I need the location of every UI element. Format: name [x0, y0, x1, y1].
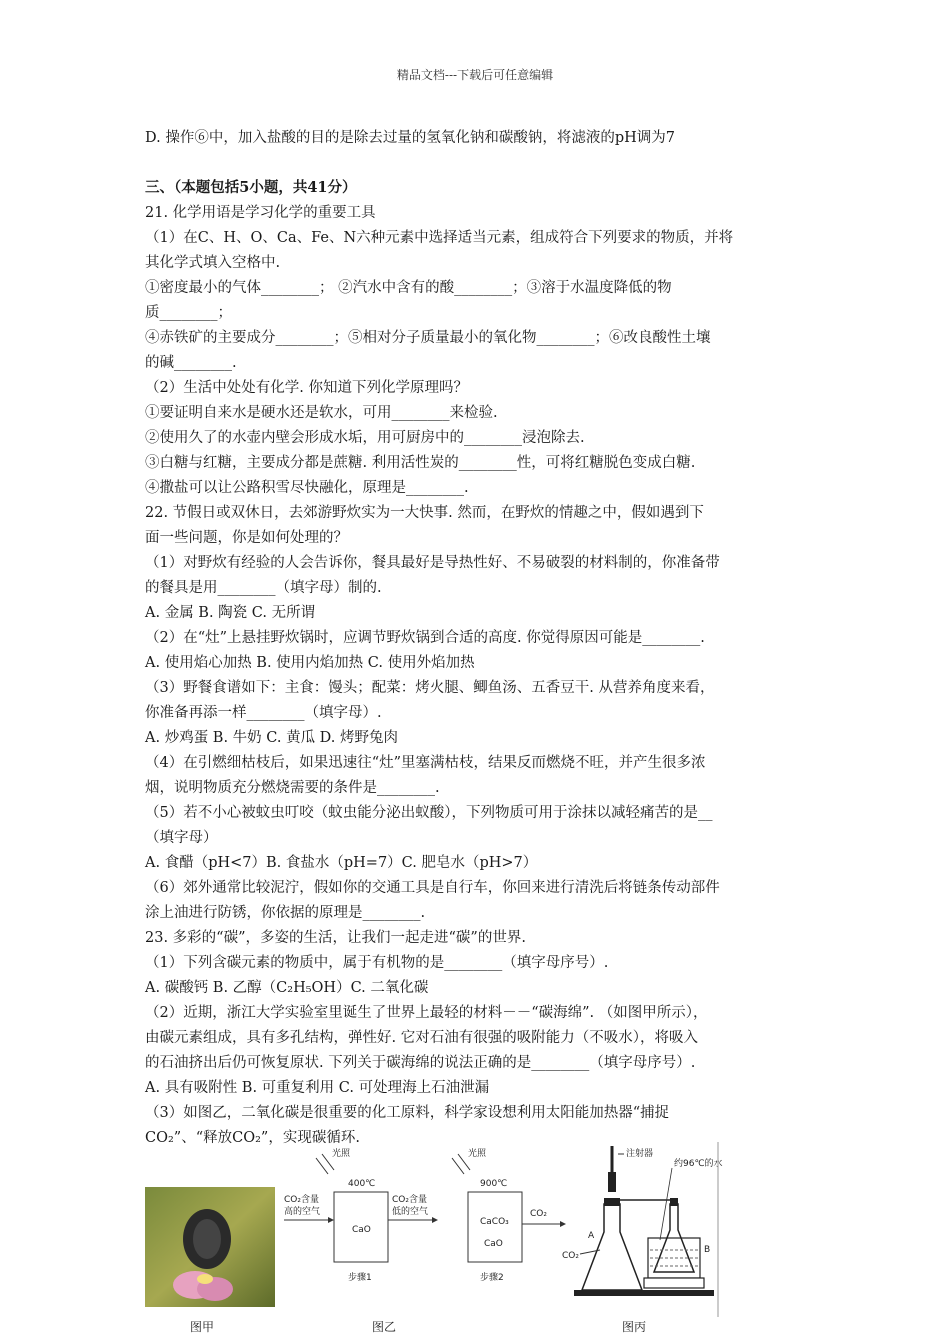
text-line: （6）郊外通常比较泥泞，假如你的交通工具是自行车，你回来进行清洗后将链条传动部件 [145, 880, 720, 896]
text-line: A. 炒鸡蛋 B. 牛奶 C. 黄瓜 D. 烤野兔肉 [145, 730, 399, 746]
text-line: ④赤铁矿的主要成分________；⑤相对分子质量最小的氧化物________；⑥改良酸性土壤 [145, 330, 711, 346]
cao-box2-label: CaO [484, 1239, 503, 1249]
text-line: A. 金属 B. 陶瓷 C. 无所谓 [145, 605, 316, 621]
text-line: （1）对野炊有经验的人会告诉你，餐具最好是导热性好、不易破裂的材料制的，你准备带 [145, 555, 720, 571]
text-line: （填字母） [145, 830, 218, 846]
figure-row [140, 1142, 730, 1342]
caco3-box-label: CaCO₃ [480, 1217, 509, 1227]
text-line: 23. 多彩的“碳”，多姿的生活，让我们一起走进“碳”的世界. [145, 930, 526, 946]
text-line: ②使用久了的水壶内壁会形成水垢，用可厨房中的________浸泡除去. [145, 430, 585, 446]
text-line: （5）若不小心被蚊虫叮咬（蚊虫能分泌出蚁酸），下列物质可用于涂抹以减轻痛苦的是__ [145, 805, 713, 821]
light-label-1: 光照 [332, 1149, 351, 1159]
text-line: ①密度最小的气体________； ②汽水中含有的酸________；③溶于水温度降低的物 [145, 280, 672, 296]
text-line: （2）在“灶”上悬挂野炊锅时，应调节野炊锅到合适的高度. 你觉得原因可能是________. [145, 630, 705, 646]
text-line: 由碳元素组成，具有多孔结构，弹性好. 它对石油有很强的吸附能力（不吸水），将吸入 [145, 1030, 698, 1046]
page-header: 精品文档---下载后可任意编辑 [396, 68, 554, 82]
text-line: （4）在引燃细枯枝后，如果迅速往“灶”里塞满枯枝，结果反而燃烧不旺，并产生很多浓 [145, 755, 706, 771]
text-line: 你准备再添一样________（填字母）. [145, 705, 382, 721]
text-line: A. 使用焰心加热 B. 使用内焰加热 C. 使用外焰加热 [145, 655, 475, 671]
co2-out-label: CO₂ [530, 1209, 547, 1219]
text-line: 的石油挤出后仍可恢复原状. 下列关于碳海绵的说法正确的是________（填字母序号）. [145, 1055, 696, 1071]
carbon-capture-diagram [282, 1142, 572, 1317]
text-line: A. 具有吸附性 B. 可重复利用 C. 可处理海上石油泄漏 [145, 1080, 490, 1096]
air-out-label-1: CO₂含量 [392, 1195, 427, 1205]
co2-inlet-label: CO₂ [562, 1251, 579, 1261]
carbon-sponge-photo [145, 1187, 275, 1307]
light-label-2: 光照 [468, 1149, 487, 1159]
text-line: 其化学式填入空格中. [145, 255, 281, 271]
temp-label-1: 400℃ [348, 1179, 376, 1189]
air-in-label-1: CO₂含量 [284, 1195, 319, 1205]
text-line: （1）在C、H、O、Ca、Fe、N六种元素中选择适当元素，组成符合下列要求的物质，并将 [145, 230, 734, 246]
figure-a-label: 图甲 [190, 1320, 215, 1334]
text-line: ④撒盐可以让公路积雪尽快融化，原理是________. [145, 480, 469, 496]
text-line: 涂上油进行防锈，你依据的原理是________. [145, 905, 426, 921]
text-line: （2）生活中处处有化学. 你知道下列化学原理吗？ [145, 380, 468, 396]
text-line: （2）近期，浙江大学实验室里诞生了世界上最轻的材料－－“碳海绵”. （如图甲所示）， [145, 1005, 708, 1021]
text-line: 质________； [145, 305, 232, 321]
text-line: （1）下列含碳元素的物质中，属于有机物的是________（填字母序号）. [145, 955, 609, 971]
step2-label: 步骤2 [480, 1273, 504, 1283]
text-line: ③白糖与红糖，主要成分都是蔗糖. 利用活性炭的________性，可将红糖脱色变成白糖. [145, 455, 696, 471]
text-line: （3）如图乙，二氧化碳是很重要的化工原料，科学家设想利用太阳能加热器“捕捉 [145, 1105, 670, 1121]
air-in-label-2: 高的空气 [284, 1207, 321, 1217]
text-line: 面一些问题，你是如何处理的？ [145, 530, 348, 546]
text-line: A. 碳酸钙 B. 乙醇（C₂H₅OH）C. 二氧化碳 [145, 980, 429, 996]
cao-box-label: CaO [352, 1225, 371, 1235]
water-label: 约96℃的水 [674, 1159, 723, 1169]
text-line: ①要证明自来水是硬水还是软水，可用________来检验. [145, 405, 498, 421]
temp-label-2: 900℃ [480, 1179, 508, 1189]
text-line: D. 操作⑥中，加入盐酸的目的是除去过量的氢氧化钠和碳酸钠，将滤液的pH调为7 [145, 130, 675, 146]
text-line: 21. 化学用语是学习化学的重要工具 [145, 205, 376, 221]
text-line: 烟，说明物质充分燃烧需要的条件是________. [145, 780, 440, 796]
air-out-label-2: 低的空气 [392, 1207, 429, 1217]
label-b: B [704, 1245, 711, 1255]
text-line: （3）野餐食谱如下：主食：馒头；配菜：烤火腿、鲫鱼汤、五香豆干. 从营养角度来看， [145, 680, 715, 696]
text-line: 的碱________. [145, 355, 237, 371]
text-line: A. 食醋（pH<7）B. 食盐水（pH=7）C. 肥皂水（pH>7） [145, 855, 538, 871]
figure-b-label: 图乙 [372, 1320, 397, 1334]
apparatus-diagram [560, 1142, 730, 1317]
syringe-label: 注射器 [626, 1149, 654, 1159]
section-heading: 三、（本题包括5小题，共41分） [145, 179, 357, 196]
text-line: 22. 节假日或双休日，去郊游野炊实为一大快事. 然而，在野炊的情趣之中，假如遇到下 [145, 505, 704, 521]
label-a: A [588, 1231, 595, 1241]
text-line: 的餐具是用________（填字母）制的. [145, 580, 382, 596]
text-line: CO₂”、“释放CO₂”，实现碳循环. [145, 1130, 360, 1146]
figure-c-label: 图丙 [622, 1320, 647, 1334]
step1-label: 步骤1 [348, 1273, 372, 1283]
